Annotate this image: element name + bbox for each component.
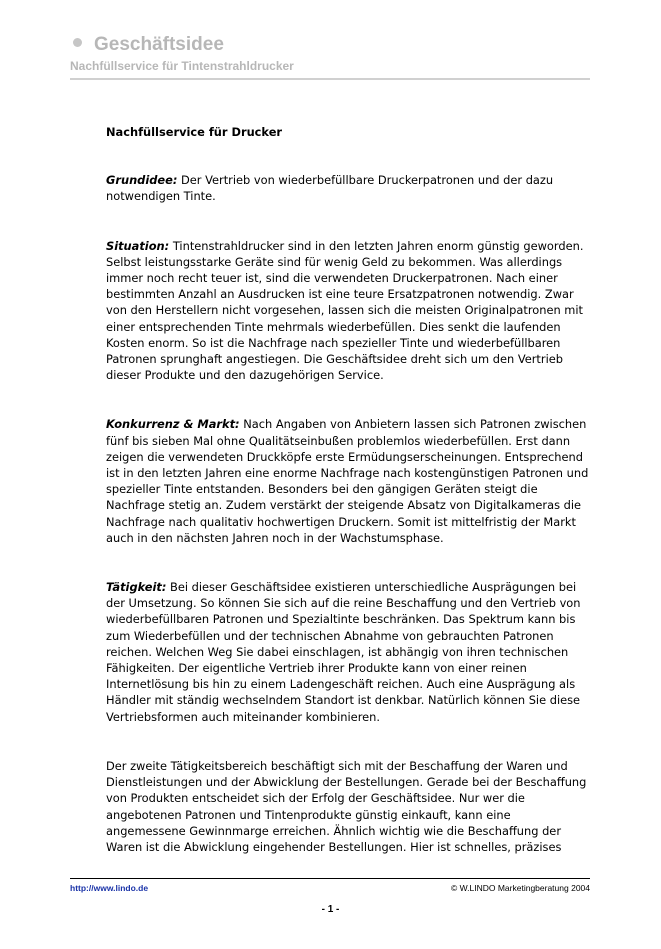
header-subtitle: Nachfüllservice für Tintenstrahldrucker: [70, 59, 294, 73]
footer-copyright: © W.LINDO Marketingberatung 2004: [450, 883, 590, 893]
footer-website-link[interactable]: http://www.lindo.de: [70, 883, 149, 893]
section-text: Der zweite Tätigkeitsbereich beschäftigt sich mit der Beschaffung der Waren und Dienstleistungen und der Abwicklung der Bestellungen. Gerade bei der Beschaffung von Produkten entscheidet sich der Erfolg der Geschäftsidee. Nur wer die angebotenen Patronen und Tintenprodukte günstig einkauft, kann eine angemessene Gewinnmarge erreichen. Ähnlich wichtig wie die Beschaffung der Waren ist die Abwicklung eingehender Bestellungen. Hier ist schnelles, präzises: [106, 758, 587, 854]
bullet-icon: [73, 38, 82, 47]
document-title: Nachfüllservice für Drucker: [106, 125, 283, 139]
header-divider: [70, 78, 590, 80]
section-taetigkeit: [106, 579, 590, 725]
page-number: - 1 -: [321, 904, 340, 915]
section-taetigkeit-continued: [106, 758, 590, 855]
section-text: Der Vertrieb von wiederbefüllbare Druckerpatronen und der dazu notwendigen Tinte.: [106, 173, 554, 204]
section-grundidee: [106, 172, 590, 204]
section-lead: Konkurrenz & Markt:: [106, 417, 240, 432]
section-text: Nach Angaben von Anbietern lassen sich Patronen zwischen fünf bis sieben Mal ohne Qualitätseinbußen problemlos wiederbefüllen. Erst dann zeigen die verwendeten Druckköpfe erste Ermüdungserscheinungen. Entsprechend ist in den letzten Jahren eine enorme Nachfrage nach kostengünstigen Patronen und spezieller Tinte entstanden. Besonders bei den gängigen Geräten steigt die Nachfrage stetig an. Zudem verstärkt der steigende Absatz von Digitalkameras die Nachfrage nach qualitativ hochwertigen Druckern. Somit ist mittelfristig der Markt auch in den nächsten Jahren noch in der Wachstumsphase.: [106, 417, 589, 545]
section-situation: [106, 238, 590, 384]
section-lead: Grundidee:: [106, 173, 178, 188]
section-text: Tintenstrahldrucker sind in den letzten Jahren enorm günstig geworden. Selbst leistungsstarke Geräte sind für wenig Geld zu bekommen. Was allerdings immer noch recht teuer ist, sind die verwendeten Druckerpatronen. Nach einer bestimmten Anzahl an Ausdrucken ist eine teure Ersatzpatronen notwendig. Zwar von den Herstellern nicht vorgesehen, lassen sich die meisten Originalpatronen mit einer entsprechenden Tinte mehrmals wiederbefüllen. Dies senkt die laufenden Kosten enorm. So ist die Nachfrage nach spezieller Tinte und wiederbefüllbaren Patronen sprunghaft angestiegen. Die Geschäftsidee dreht sich um den Vertrieb dieser Produkte und den dazugehörigen Service.: [106, 238, 584, 383]
section-konkurrenz-markt: [106, 416, 590, 546]
header-title: Geschäftsidee: [94, 34, 224, 55]
section-lead: Tätigkeit:: [106, 580, 167, 595]
section-text: Bei dieser Geschäftsidee existieren unterschiedliche Ausprägungen bei der Umsetzung. So können Sie sich auf die reine Beschaffung und den Vertrieb von wiederbefüllbaren Patronen und Spezialtinte beschränken. Das Spektrum kann bis zum Wiederbefüllen und der technischen Abnahme von gebrauchten Patronen reichen. Welchen Weg Sie dabei einschlagen, ist abhängig von ihren technischen Fähigkeiten. Der eigentliche Vertrieb ihrer Produkte kann von einer reinen Internetlösung bis hin zu einem Ladengeschäft reichen. Auch eine Ausprägung als Händler mit ständig wechselndem Standort ist denkbar. Natürlich können Sie diese Vertriebsformen auch miteinander kombinieren.: [106, 580, 581, 724]
footer-divider: [70, 878, 590, 879]
section-lead: Situation:: [106, 238, 170, 253]
document-body: [106, 124, 590, 888]
